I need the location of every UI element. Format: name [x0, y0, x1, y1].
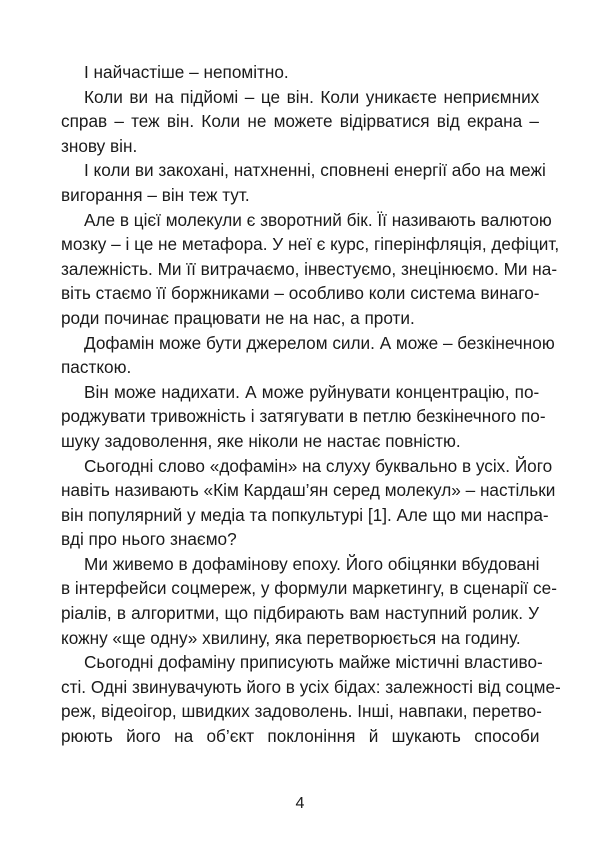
paragraph [61, 650, 561, 748]
paragraph [61, 208, 560, 331]
text-line: він популярний у медіа та попкультурі [1]. Але що ми наспра- [61, 504, 549, 525]
paragraph [61, 380, 546, 454]
text-line: рюють його на об’єкт поклоніння й шукають способи [61, 726, 540, 747]
paragraph [61, 60, 539, 85]
paragraph [61, 85, 539, 159]
text-line: роджувати тривожність і затягувати в петлю безкінечного по- [61, 406, 546, 427]
text-line: ріалів, в алгоритми, що підбирають вам наступний ролик. У [61, 603, 540, 624]
text-line: вигорання – він теж тут. [61, 184, 250, 205]
text-line: шуку задоволення, яке ніколи не настає повністю. [61, 430, 461, 451]
text-line: в інтерфейси соцмереж, у формули маркетингу, в сценарії се- [61, 578, 557, 599]
text-line: реж, відеоігор, швидких задоволень. Інші, навпаки, перетво- [61, 701, 542, 722]
text-line: вді про нього знаємо? [61, 529, 237, 550]
text-line: навіть називають «Кім Кардаш’ян серед молекул» – настільки [61, 480, 556, 501]
text-line: Він може надихати. А може руйнувати концентрацію, по- [84, 381, 540, 402]
paragraph [61, 331, 555, 380]
paragraph [61, 552, 557, 650]
text-line: І коли ви закохані, натхненні, сповнені енергії або на межі [84, 160, 546, 181]
text-line: сті. Одні звинувачують його в усіх бідах: залежності від соцме- [61, 676, 561, 697]
text-line: віть стаємо її боржниками – особливо коли система винаго- [61, 283, 540, 304]
page-number: 4 [295, 795, 305, 812]
text-line: знову він. [61, 135, 138, 156]
text-line: Але в цієї молекули є зворотний бік. Її називають валютою [84, 209, 552, 230]
text-line: мозку – і це не метафора. У неї є курс, гіперінфляція, дефіцит, [61, 234, 560, 255]
paragraph [61, 158, 546, 207]
paragraph [61, 454, 556, 552]
text-line: кожну «ще одну» хвилину, яка перетворюється на годину. [61, 627, 521, 648]
document-page [61, 60, 561, 749]
text-line: роди починає працювати не на нас, а проти. [61, 307, 415, 328]
text-line: Ми живемо в дофамінову епоху. Його обіцянки вбудовані [84, 553, 540, 574]
text-line: Сьогодні дофаміну приписують майже містичні властиво- [84, 652, 543, 673]
text-line: І найчастіше – непомітно. [84, 62, 289, 82]
text-line: Дофамін може бути джерелом сили. А може – безкінечною [84, 332, 555, 353]
text-line: справ – теж він. Коли не можете відірватися від екрана – [61, 111, 539, 132]
text-line: Сьогодні слово «дофамін» на слуху буквально в усіх. Його [84, 455, 553, 476]
text-line: залежність. Ми її витрачаємо, інвестуємо, знецінюємо. Ми на- [61, 258, 558, 279]
text-line: пасткою. [61, 357, 132, 378]
text-line: Коли ви на підйомі – це він. Коли уникаєте неприємних [84, 86, 540, 107]
